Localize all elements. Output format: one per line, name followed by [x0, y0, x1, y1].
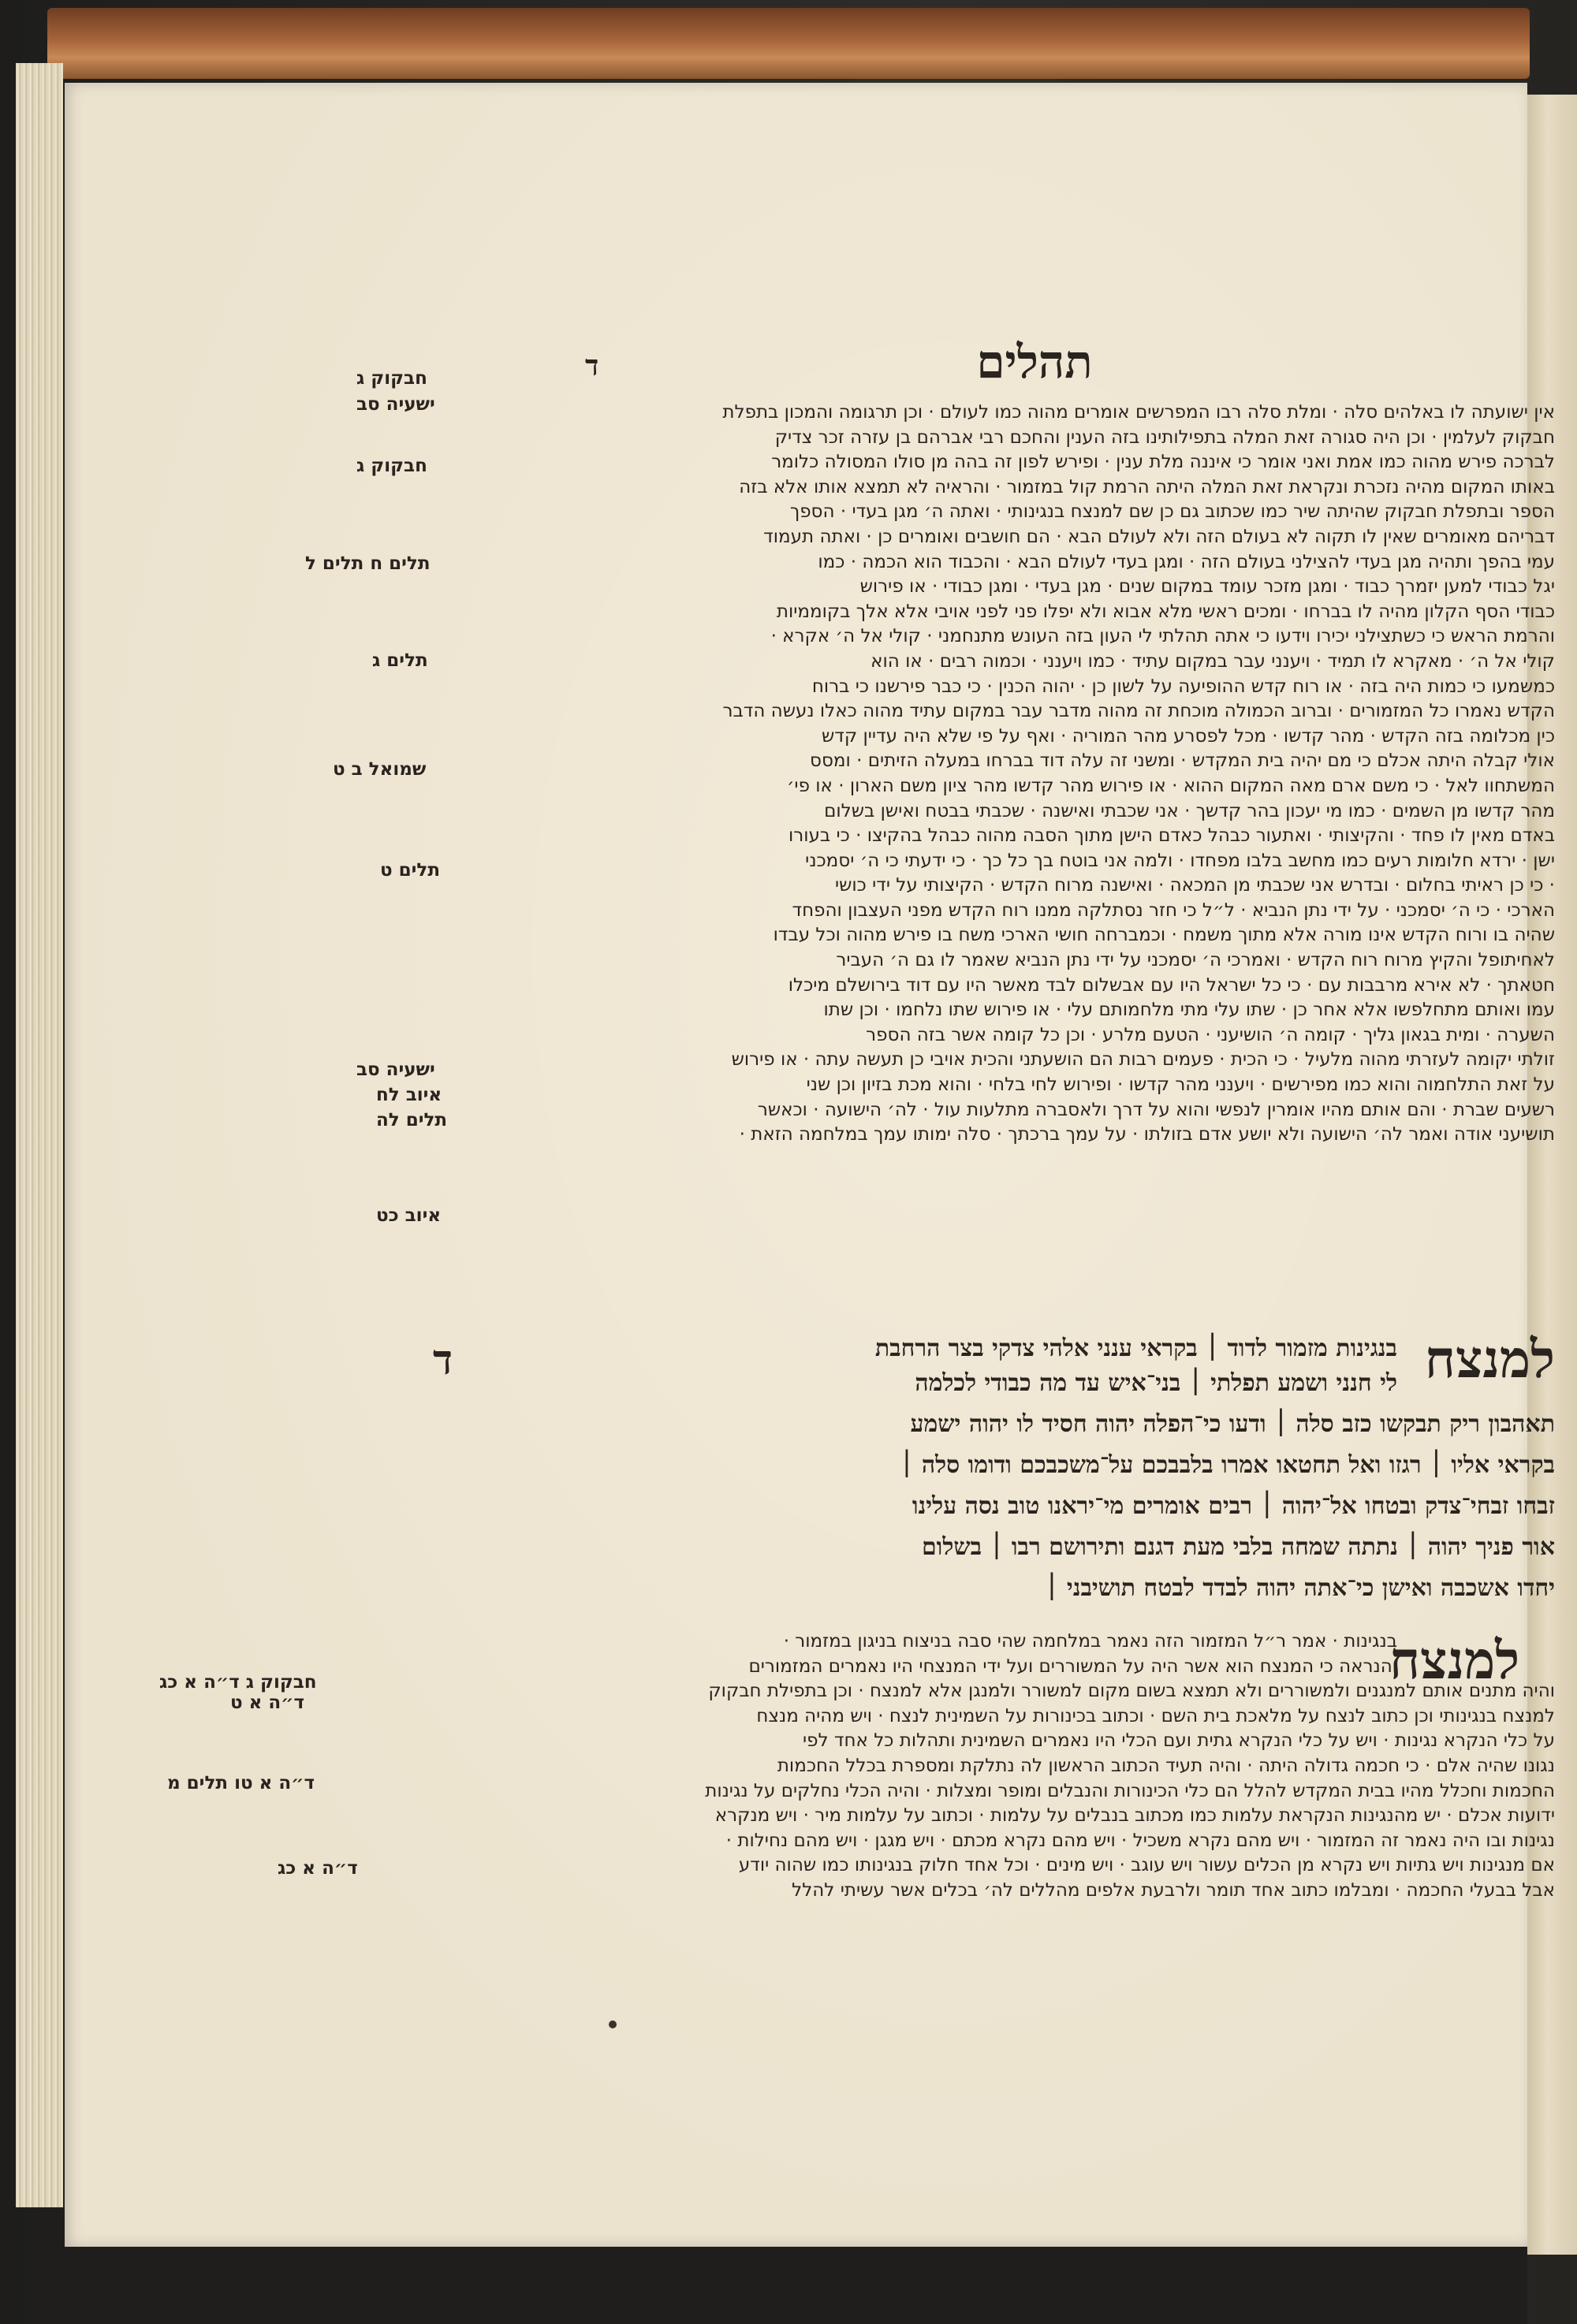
psalm-number: ד [433, 1336, 453, 1384]
commentary-line: הארכי · כי ה׳ יסמכני · על ידי נתן הנביא · ל״ל כי חזר נסתלקה ממנו רוח הקדש מפני העצבון והפחד [792, 899, 1555, 921]
margin-reference: ד״ה א כג [278, 1858, 358, 1879]
margin-reference: איוב כט [376, 1205, 442, 1226]
margin-reference: חבקוק ג ד״ה א כג [159, 1672, 317, 1693]
commentary-line: לאחיתופל והקיץ מרוח רוח הקדש · ואמרכי ה׳ יסמכני על ידי נתן הנביא שאמר לו גם ה׳ העביר [836, 950, 1555, 971]
commentary-line: אם מנגינות ויש גתיות ויש נקרא מן הכלים עשור ויש עוגב · ויש מינים · וכל אחד חלוק בנגינותו כמו שהוה יודע [738, 1855, 1555, 1876]
commentary-line: עמי בהפך ותהיה מגן בעדי להצילני בעולם הזה · ומגן בעדי לעולם הבא · והכבוד הוא הכמה · כמו [818, 551, 1555, 572]
margin-reference: תלים לה [376, 1110, 448, 1130]
commentary-line: בנגינות · אמר ר״ל המזמור הזה נאמר במלחמה שהי סבה בניצוח בניגון במזמור · [783, 1631, 1397, 1652]
margin-reference: חבקוק ג [356, 456, 427, 476]
commentary-line: אין ישועתה לו באלהים סלה · ומלת סלה רבו המפרשים אומרים מהוה כמו לעולם · וכן תרגומה והמכון בתפלת [722, 402, 1555, 423]
commentary-line: נגונו שהיה אלם · כי חכמה גדולה היתה · והיה תעיד הכתוב הראשון לה נתלקת ומספרת בכלל החכמות [777, 1755, 1555, 1776]
commentary-block-2 [463, 1629, 1555, 1904]
commentary-line: באותו המקום מהיה נזכרת ונקראת זאת המלה היתה הרמת קול במזמור · והראיה לא תמצא אותו אלא בזה [739, 476, 1555, 497]
margin-reference: תלים ח תלים ל [305, 553, 431, 574]
folio-number: ד [585, 349, 599, 382]
margin-reference: תלים ג [372, 650, 428, 671]
commentary-line: · כי כן ראיתי בחלום · ובדרש אני שכבתי מן המכאה · ואישנה מרוח הקדש · הקיצותי על ידי כושי [834, 875, 1555, 896]
commentary-line: המשתחוו לאל · כי משם ארם מאה המקום ההוא · או פירוש מהר קדשו מהר ציון משם הארון · או פי׳ [786, 775, 1555, 796]
psalm-verse-line: בנגינות מזמור לדוד ׀ בקראי ענני אלהי צדקי בצר הרחבת [874, 1335, 1397, 1362]
psalm-verse-line: תאהבון ריק תבקשו כזב סלה ׀ ודעו כי־הפלה יהוה חסיד לו יהוה ישמע [910, 1410, 1555, 1438]
commentary-line: הקדש נאמרו כל המזמורים · וברוב הכמולה מוכחת זה מהוה מדבר עבר במקום עתיד מהוה כאלו נעשה הדבר [722, 701, 1555, 722]
commentary-line: החכמות וחכלל מהיו בבית המקדש להלל הם כלי הכינורות והנבלים ומופר ומצלות · והיה הכלי נחלקים על נגינות [705, 1780, 1555, 1801]
commentary-line: אבל בבעלי החכמה · ומבלמו כתוב אחד תומר ולרבעת אלפים מהללים לה׳ בכלים אשר עשיתי להלל [792, 1879, 1555, 1901]
commentary-line: והנראה כי המנצח הוא אשר היה על המשוררים ועל ידי המנצחי היו נאמרים המזמורים [748, 1655, 1397, 1677]
commentary-line: ישן · ירדא חלומות רעים כמו מחשב בלבו מפחדו · ולמה אני בוטח בך כל כך · כי ידעתי כי ה׳ יסמכני [805, 850, 1555, 871]
leather-cover-edge [47, 8, 1530, 79]
commentary-line: אולי קבלה היתה אכלם כי מם יהיה בית המקדש · ומשני זה עלה דוד בברחו במעלה הזיתים · ומסס [810, 750, 1555, 772]
commentary-line: תושיעני אודה ואמר לה׳ הישועה ולא יושע אדם בזולתו · על עמך ברכתך · סלה ימותו עמך במלחמה הזאת · [739, 1124, 1555, 1145]
margin-reference: שמואל ב ט [333, 759, 427, 780]
commentary-line: רשעים שברת · והם אותם מהיו אומרין לנפשי והוא על דרך ולאסברה מתלעות עול · לה׳ הישועה · וכאשר [757, 1099, 1555, 1120]
commentary-block-1 [463, 400, 1555, 1148]
commentary-2-initial-word: למנצח [1389, 1629, 1520, 1691]
margin-reference: ישעיה סב [356, 1060, 435, 1080]
psalm-verse-line: יחדו אשכבה ואישן כי־אתה יהוה לבדד לבטח תושיבני ׀ [1045, 1574, 1555, 1602]
psalm-initial-word: למנצח [1424, 1328, 1555, 1390]
commentary-line: כבודי הסף הקלון מהיה לו בברחו · ומכים ראשי מלא אבוא ולא יפלו פני לפני אויבי אלא אלך בקוממיות [776, 601, 1555, 622]
page-header [65, 335, 1527, 398]
commentary-line: חטאתך · לא אירא מרבבות עם · כי כל ישראל היו עם אבשלום לבד מאשר היו עם דוד בירושלם מיכלו [788, 974, 1555, 996]
page-edges [16, 63, 63, 2207]
ink-dot [609, 2020, 617, 2028]
commentary-line: ידועות אכלם · יש מהנגינות הנקראת עלמות כמו מכתוב בנבלים על עלמות · וכתוב על עלמות מיר · ויש מנקרא [714, 1805, 1555, 1827]
psalm-verse-line: זבחו זבחי־צדק ובטחו אל־יהוה ׀ רבים אומרים מי־יראנו טוב נסה עלינו [912, 1492, 1555, 1520]
margin-reference: ישעיה סב [356, 394, 435, 415]
commentary-line: והרמת הראש כי כשתצילני יכירו וידעו כי אתה תהלתי לי העון בזה העונש מתנחמני · קולי אל ה׳ אקרא · [770, 626, 1555, 647]
commentary-line: הספר ובתפלת חבקוק שהיתה שיר כמו שכתוב גם כן שם למנצח בנגינותי · ואתה ה׳ מגן בעדי · הספך [789, 501, 1555, 523]
commentary-line: שהיה בו ורוח הקדש אינו מורה אלא מתוך משמח · וכמברחה חושי הארכי משח בו פירש מהוה וכל עבדו [773, 925, 1555, 946]
running-title: תהלים [976, 335, 1093, 389]
commentary-line: קולי אל ה׳ · מאקרא לו תמיד · ויענני עבר במקום עתיד · כמו ויענני · וכמוה רבים · או הוא [871, 650, 1555, 672]
psalm-verse-line: בקראי אליו ׀ רגזו ואל תחטאו אמרו בלבבכם על־משכבכם ודומו סלה ׀ [900, 1451, 1555, 1479]
commentary-line: נגינות ובו היה נאמר זה המזמור · ויש מהם נקרא משכיל · ויש מהם נקרא מכתם · ויש מגגן · ויש מהם נחילות · [725, 1830, 1555, 1851]
commentary-line: והיה מתנים אותם למנגנים ולמשוררים ולא תמצא בשום מקום למשורר ולמנגן אלא למנצח · וכן בתפילת חבקוק [708, 1681, 1555, 1702]
margin-reference: ד״ה א טו תלים מ [167, 1773, 315, 1793]
commentary-line: דבריהם מאומרים שאין לו תקוה לא בעולם הזה ולא לעולם הבא · הם חושבים ואומרים כן · ואתה תעמוד [763, 526, 1555, 547]
commentary-line: על כלי הנקרא נגינות · ויש על כלי הנקרא גתית ועם הכלי היו נאמרים השמינית ותהלות כל אחד לפי [803, 1730, 1555, 1752]
margin-reference: תלים ט [380, 860, 441, 881]
commentary-line: כין מכלומה בזה הקדש · מהר קדשו · מכל לפסרע מהר המוריה · ואף על פי שלא היה עדיין קדש [822, 725, 1555, 747]
commentary-line: יגל כבודי למען יזמרך כבוד · ומגן מזכר עומד במקום שנים · מגן בעדי · ומגן כבודי · או פירוש [859, 576, 1555, 598]
bottom-shadow [65, 2247, 1527, 2324]
commentary-line: על זאת התלחמוה והוא כמו מפירשים · ויענני מהר קדשו · ופירוש לחי בלחי · והוא מכת בזיון וכן שני [806, 1074, 1555, 1096]
commentary-line: באדם מאין לו פחד · והקיצותי · ואתעור כבהל כאדם הישן מתוך הסבה מהוה כבהל בהקיצו · כי בעורו [788, 825, 1555, 847]
commentary-line: זולתי יקומה לעזרתי מהוה מלעיל · כי הכית · פעמים רבות הם הושעתני והכית אויבי כן תעשה עתה · או פירוש [731, 1049, 1555, 1071]
commentary-line: חבקוק לעלמין · וכן היה סגורה זאת המלה בתפילותינו בזה הענין והחכם רבי אברהם בן עזרה זכר צדיק [774, 426, 1555, 448]
margin-reference: איוב לח [376, 1085, 442, 1105]
commentary-line: השערה · ומית בגאון גליך · קומה ה׳ הושיעני · הטעם מלרע · וכן כל קומה אשר בזה הספר [866, 1024, 1555, 1045]
commentary-line: לברכה פירש מהוה כמו אמת ואני אומר כי איננה מלת ענין · ופירש לפון זה בהה מן סולו המסולה כלומר [771, 452, 1555, 473]
commentary-line: עמו ואותם מתחלפשו אלא אחר כן · שתו עלי מתי מלחמותם עלי · או פירוש שתו נלחמו · וכן שתו [823, 1000, 1555, 1021]
psalm-verse-line: אור פניך יהוה ׀ נתתה שמחה בלבי מעת דגנם ותירושם רבו ׀ בשלום [921, 1533, 1555, 1561]
commentary-line: למנצח בנגינותי וכן כתוב לנצח על מלאכת בית השם · וכתוב בכינורות על השמינית לנצח · ויש מהיה מנצח [756, 1705, 1555, 1726]
commentary-line: מהר קדשו מן השמים · כמו מי יעכון בהר קדשך · אני שכבתי ואישנה · שכבתי בבטח ואישן בשלום [824, 800, 1555, 821]
margin-reference: ד״ה א ט [230, 1693, 305, 1713]
margin-reference: חבקוק ג [356, 368, 427, 389]
commentary-line: כמשמעו כי כמות היה בזה · או רוח קדש ההופיעה על לשון כן · יהוה הכנין · כי כבר פירשנו כי ברוח [811, 676, 1555, 697]
manuscript-page [65, 83, 1555, 2247]
psalm-verse-line: לי חנני ושמע תפלתי ׀ בני־איש עד מה כבודי לכלמה [915, 1369, 1397, 1397]
